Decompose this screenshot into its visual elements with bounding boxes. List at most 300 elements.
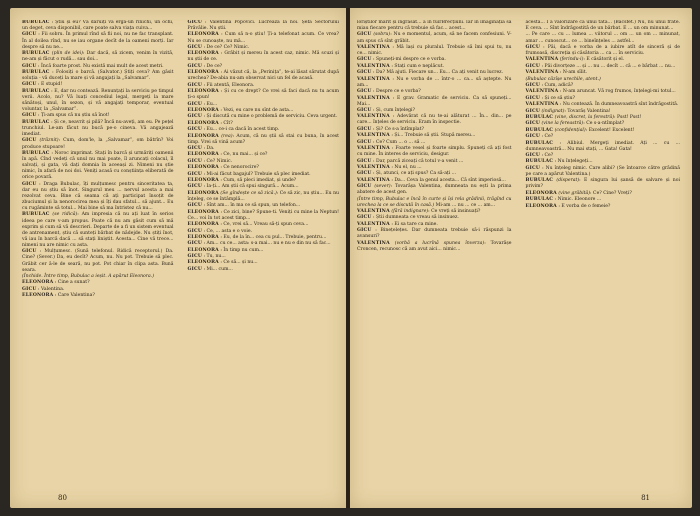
dialogue-line: [357, 184, 512, 196]
dialogue-line: [526, 96, 681, 102]
dialogue-line: [357, 89, 512, 95]
dialogue-text: : Ce zici, bine? Spune-ti. Veniți cu mine la Neptun! Ce... voi în tot acest timp...: [187, 209, 339, 221]
dialogue-text: : Ce nenorocire?: [220, 165, 259, 171]
dialogue-text: : Și ce să știu?: [541, 95, 576, 101]
stage-direction: (indignat): [541, 108, 565, 114]
speaker-name: GICU: [357, 32, 372, 38]
dialogue-text: : Ce? Cine? Vreți?: [590, 190, 632, 196]
speaker-name: VALENTINA: [357, 44, 390, 50]
stage-direction: (trăznit): [39, 138, 59, 144]
speaker-name: VALENTINA: [357, 221, 390, 227]
dialogue-text: : Păi divorțeze ... și ... nu ... decît ... că ... e bărbat ... nu...: [541, 63, 676, 69]
speaker-name: GICU: [357, 139, 372, 145]
dialogue-line: [22, 20, 174, 32]
speaker-name: ELEONORA: [22, 280, 54, 286]
dialogue-line: [188, 229, 340, 235]
dialogue-line: [357, 57, 512, 63]
dialogue-text: : Spuneți-mi despre ce e vorba.: [373, 57, 446, 63]
speaker-name: BUBULAC: [22, 51, 50, 57]
speaker-name: VALENTINA: [357, 240, 390, 246]
dialogue-text: : Binețelețes. Dar dumneata trebuie să-i răspunzi la avansuri?: [357, 228, 512, 240]
speaker-name: GICU: [525, 44, 541, 50]
dialogue-line: [22, 82, 174, 88]
speaker-name: ELEONORA: [187, 133, 219, 139]
speaker-name: GICU: [525, 165, 541, 171]
dialogue-text: : Ți-am spus că nu știu să înot!: [38, 113, 110, 119]
dialogue-line: [526, 159, 681, 165]
left-column-2: [181, 20, 347, 488]
dialogue-text: loriștilor mărit și ingrăsat... a în fuirBrecțiuni. Iar în imaginația sa miau fiecare pentru că trebuie să fac... acest...: [357, 20, 512, 32]
dialogue-line: [526, 204, 681, 210]
dialogue-text: : Cum, adică?: [541, 83, 574, 89]
dialogue-line: [188, 222, 340, 228]
dialogue-text: : Fii sobru. În primul rînd să fii noi, nu ne fac transplant. În al doilea rînd, nu se iau organe decît de la oameni morți. Iar despre să nu ne...: [22, 32, 174, 50]
right-column-2: [519, 20, 693, 488]
dialogue-text: : Ce să zic, nu știu... Eu nu înțeleg, ce se întâmplă...: [187, 190, 340, 202]
dialogue-line: [526, 77, 681, 83]
dialogue-text: : Despre ce e vorba?: [373, 89, 421, 95]
dialogue-line: [188, 165, 340, 171]
dialogue-line: [188, 241, 340, 247]
dialogue-text: : Și... Trebuie să știi. Stupă mereu...: [391, 133, 476, 139]
speaker-name: BUBULAC: [22, 20, 50, 25]
speaker-name: ELEONORA: [187, 177, 219, 183]
dialogue-text: : Nu contează. În dumneavoastră sînt îndrăgostită.: [559, 102, 679, 108]
speaker-name: GICU: [187, 63, 203, 69]
dialogue-line: [357, 70, 512, 76]
speaker-name: ELEONORA: [525, 190, 557, 196]
speaker-name: VALENTINA: [357, 114, 390, 120]
dialogue-line: [22, 212, 174, 249]
dialogue-text: : Am impresia că nu ați luat în serios ideea pe care v-am propus. Poate că nu am găsit cum să mă exprim și cum să vă descrieri. Departe de a fi un sistem eventual de antrenament, știu că sunteți bărbat de nădejde. Nu știți înot, vă iau în barcă dacă ... să stați liniștit. Acesta... Cine vă trece... nimeni nu are nimic cu asta.: [22, 212, 174, 248]
dialogue-text: acesta... I a valorizare ca unui tată... (Bacsfet.) Nu, nu unui frate. E ceva. ... Sînt îndrăgostită de un bărbat. E ... un om minunat...: [525, 20, 680, 32]
dialogue-line: [357, 159, 512, 165]
dialogue-line: [357, 45, 512, 57]
dialogue-text: : Mă lași cu pluralul. Trebuie să îmi spui tu, nu ce... nimic.: [357, 44, 512, 57]
speaker-name: ELEONORA: [187, 247, 219, 253]
dialogue-line: [357, 96, 512, 108]
speaker-name: GICU: [187, 44, 203, 50]
speaker-name: VALENTINA: [357, 146, 390, 152]
speaker-name: GICU: [187, 266, 203, 272]
dialogue-text: : E stupid!: [38, 82, 63, 88]
dialogue-line: [22, 280, 174, 286]
dialogue-text: : Ai văzut că, la „Perinița”, te-ai lăsat sărutat după urechea? De-abia nu-am observat nici un fel de acasă.: [187, 70, 339, 82]
dialogue-text: : Foarte vesel și foarte simplu. Spuneți că ați fost cu mine. În interes de serviciu, desigur.: [357, 146, 512, 158]
dialogue-text: : Ce să... și nu...: [220, 260, 258, 266]
left-page: [10, 8, 346, 508]
speaker-name: ELEONORA: [187, 222, 219, 228]
speaker-name: BUBULAC: [22, 88, 50, 94]
dialogue-line: [357, 228, 512, 240]
dialogue-text: : Fii atentă, Eleonora.: [203, 82, 255, 88]
speaker-name: GICU: [22, 138, 37, 144]
dialogue-text: : Nu e vorba de ... într-o ... ca... să aștepte. Nu am...: [357, 76, 512, 88]
dialogue-line: [22, 120, 174, 138]
dialogue-text: : Psst! Psst!: [614, 114, 642, 120]
speaker-name: GICU: [187, 114, 203, 120]
speaker-name: ELEONORA: [187, 209, 219, 215]
speaker-name: GICU: [357, 70, 372, 76]
dialogue-text: : Noroc imprimat. Stați în barcă și urmăriți oamenii în apă. Cînd vedeți că unul nu mai poate, îl aruncați colacul, îl salvați, și gata, vă dați domnia în aceeași zi. Nimeni nu știe nimic, în afară de noi doi. Veniți acasă cu conștiința eliberată de orice povară.: [22, 150, 174, 181]
dialogue-line: [526, 178, 681, 190]
speaker-name: GICU: [22, 113, 37, 119]
dialogue-text: : Mulțumesc. (Sună telefonul. Ridică receptorul.) Da. Cine? (Sever.) Da, eu decît? Acum, nu. Nu pot. Trebuie să plec. Grăbit cer ȃ-le de seară, nu pot. Pot chiar în clipa asta. Bună seara.: [22, 249, 174, 273]
speaker-name: GICU: [357, 215, 372, 221]
speaker-name: ELEONORA: [187, 70, 219, 76]
dialogue-text: : Cum, dom'le, la „Salvamar”, om bătrîn? Voi produce stupoare!: [22, 138, 174, 150]
dialogue-line: [357, 77, 512, 89]
dialogue-line: [357, 215, 512, 221]
speaker-name: VALENTINA: [357, 63, 390, 69]
dialogue-text: : Care Valentina?: [54, 293, 95, 299]
speaker-name: GICU: [187, 146, 203, 152]
dialogue-text: : Ce?: [541, 134, 554, 140]
dialogue-line: [357, 222, 512, 228]
speaker-name: VALENTINA: [525, 89, 559, 95]
dialogue-line: [188, 159, 340, 165]
dialogue-text: : Da.: [203, 146, 215, 152]
speaker-name: GICU: [22, 249, 37, 255]
dialogue-text: : E vorba de o femeie?: [558, 203, 611, 209]
speaker-name: GICU: [187, 241, 203, 247]
dialogue-line: [22, 249, 174, 273]
speaker-name: GICU: [525, 121, 541, 127]
dialogue-text: : Cum, să pleci imediat, și unde?: [220, 177, 297, 183]
dialogue-line: [22, 32, 174, 50]
dialogue-line: [188, 89, 340, 101]
dialogue-text: : Nu înțeleg nimic. Care alibi? (Se întoarce către grădină pe care a apărut Valentina.): [525, 165, 680, 177]
dialogue-line: [357, 178, 512, 184]
speaker-name: BUBULAC: [525, 114, 554, 120]
dialogue-text: : Ce, vrei să... Vreau să-ți spun ceva...: [220, 222, 309, 228]
dialogue-text: : Eu...: [203, 101, 218, 107]
speaker-name: BUBULAC: [22, 69, 50, 75]
speaker-name: ELEONORA: [187, 51, 219, 57]
stage-direction: (confidențial): [554, 127, 586, 133]
speaker-name: GICU: [22, 82, 37, 88]
dialogue-text: : Ce? Nimic.: [203, 158, 233, 164]
dialogue-text: : Da... Ceva la genul acesta... Că sînt imperiosă...: [391, 177, 506, 183]
speaker-name: ELEONORA: [22, 293, 54, 299]
speaker-name: VALENTINA: [357, 76, 390, 82]
dialogue-line: [22, 51, 174, 63]
speaker-name: GICU: [357, 228, 372, 234]
left-column-1: [10, 20, 181, 488]
speaker-name: GICU: [22, 286, 37, 292]
dialogue-text: : De ce? Ce? Nimic.: [203, 44, 250, 50]
speaker-name: GICU: [357, 89, 372, 95]
speaker-name: BUBULAC: [525, 159, 554, 165]
speaker-name: BUBULAC: [525, 140, 554, 146]
dialogue-text: : Știi dumneata ce vreau să insinuez.: [373, 215, 459, 221]
speaker-name: GICU: [187, 82, 203, 88]
stage-direction: (Între timp, Bubulac e încă în curte și își rela grădinii, trăgînd cu urechea la ce se discută în casă.): [357, 196, 512, 208]
speaker-name: VALENTINA: [357, 95, 390, 101]
speaker-name: GICU: [525, 95, 541, 101]
speaker-name: GICU: [357, 158, 372, 164]
dialogue-line: [188, 191, 340, 203]
speaker-name: GICU: [187, 101, 203, 107]
dialogue-text: : În timp nu cum...: [220, 247, 264, 253]
speaker-name: ELEONORA: [187, 89, 219, 95]
dialogue-text: : Ce? Cum ... o ... să ...: [373, 139, 426, 145]
speaker-name: GICU: [525, 153, 541, 159]
dialogue-text: : N-am sîlit.: [559, 70, 588, 76]
dialogue-text: : Și, atunci, ce ați spus? Ca să-ați ...: [373, 171, 457, 177]
dialogue-text: : Și discută cu mine o problemă de serviciu. Ceva urgent.: [203, 114, 338, 120]
dialogue-line: [188, 134, 340, 146]
dialogue-line: [188, 260, 340, 266]
dialogue-line: [526, 109, 681, 115]
dialogue-text: ... Pe care ... cu ... lumea ... viitorul ... om ... un om ... minunat, amar ... cunoscut... ce ... bineînțeles ... astfel...: [525, 32, 680, 44]
dialogue-text: : Ce?: [541, 153, 554, 159]
stage-direction: (sobru): [373, 32, 391, 38]
dialogue-text: : Știu și eu? Vă dăruiți va erga-un rînichi, un ochi, un deget, ceva disponibil, care poate salva viața cuiva...: [22, 20, 174, 32]
dialogue-line: [526, 57, 681, 63]
speaker-name: GICU: [187, 254, 203, 260]
speaker-name: GICU: [187, 228, 203, 234]
dialogue-line: [22, 293, 174, 299]
dialogue-text: : Cum să n-o știu! Ți-a telefonat acum. Ce vrea? Nu se cunoaște, nu mă...: [187, 32, 339, 44]
dialogue-line: [22, 151, 174, 181]
speaker-name: GICU: [357, 126, 372, 132]
speaker-name: GICU: [187, 127, 203, 133]
speaker-name: VALENTINA: [525, 70, 559, 76]
dialogue-text: : Excelent! Excelent!: [585, 127, 635, 133]
dialogue-line: [188, 51, 340, 63]
speaker-name: VALENTINA: [357, 209, 390, 215]
dialogue-text: : Draga Bubulac, îți mulțumesc pentru sinceritatea ta, dar eu nu știu să înot. Singurul meu ... nervul acesta a mai rezolvat ceva. Bine că seama că ați participat însoțit de zbuciumul și la nenorocirea mea și îți dau sfatul... să ajunt... Eu cu rugăminte să totul... Mai bine să ma întristez că nu...: [22, 181, 174, 212]
dialogue-line: [526, 141, 681, 153]
dialogue-text: : Și? Ce s-a întîmplat?: [373, 126, 424, 132]
dialogue-line: [526, 70, 681, 76]
speaker-name: ELEONORA: [525, 203, 557, 209]
dialogue-line: [188, 210, 340, 222]
dialogue-text: : Nu el, nu ...: [391, 164, 422, 170]
speaker-name: ELEONORA: [187, 260, 219, 266]
dialogue-line: [357, 140, 512, 146]
dialogue-text: : Dar, parcă ziceați că totul v-a venit ...: [373, 158, 464, 164]
dialogue-text: : Ia-ți... Am știi că spui singură... Acum...: [203, 184, 299, 190]
stage-direction: (se ridică): [52, 212, 78, 218]
dialogue-line: [526, 197, 681, 203]
dialogue-text: : Și, cum înțelegi?: [373, 107, 415, 113]
dialogue-line: [188, 248, 340, 254]
speaker-name: ELEONORA: [187, 152, 219, 158]
dialogue-text: : Alibiul. Mergeți imediat. Ați ... cu ... dumneavoastră... Nu mai stați, ... Gata! Gata!: [525, 140, 680, 152]
speaker-name: BUBULAC: [525, 178, 554, 184]
speaker-name: BUBULAC: [22, 150, 50, 156]
dialogue-line: [188, 267, 340, 273]
speaker-name: BUBULAC: [525, 197, 554, 203]
speaker-name: ELEONORA: [187, 120, 219, 126]
dialogue-line: [188, 83, 340, 89]
stage-direction: (Închide. Între timp, Bubulac a ieșit. A apărut Eleonora.): [22, 274, 155, 279]
dialogue-line: [188, 127, 340, 133]
speaker-name: ELEONORA: [187, 190, 219, 196]
dialogue-text: : De ce?: [203, 63, 223, 69]
speaker-name: BUBULAC: [525, 127, 554, 133]
dialogue-text: : Și ce, neavrit și pilă? Încă nu-aveți, am eu. Pe pețel trunchiul. Le-am făcut nu bucă pe-o cineva. Vă angajează imediat.: [22, 119, 174, 138]
speaker-name: GICU: [22, 63, 37, 69]
speaker-name: VALENTINA: [357, 177, 390, 183]
stage-direction: (sever): [374, 184, 391, 190]
dialogue-text: : Ce, nu mai... și ce?: [220, 152, 268, 158]
speaker-name: GICU: [187, 203, 203, 209]
dialogue-text: : Valentina.: [38, 286, 65, 292]
dialogue-text: : Tovarășa Valentina, dumneata nu ești la prima abatere de acest gen.: [357, 184, 512, 196]
dialogue-text: : E grav. Gramatic de serviciu. Ca să spuneți... Mai...: [357, 95, 512, 107]
stage-direction: (plin de idei): [51, 51, 83, 57]
dialogue-text: : Mi... cum...: [203, 266, 233, 272]
speaker-name: GICU: [187, 171, 203, 177]
dialogue-line: [526, 32, 681, 44]
dialogue-text: : Nu e momentul, acum, să ne facem confesiuni. V-am spus că sînt grăbit.: [357, 32, 512, 44]
dialogue-text: : Nu înțelegeți...: [554, 159, 593, 165]
speaker-name: VALENTINA: [525, 57, 559, 63]
speaker-name: GICU: [525, 134, 541, 140]
dialogue-text: : Tu, nu...: [203, 254, 226, 260]
dialogue-text: : Mi-ai făcut bagajul? Trebuie să plec imediat.: [203, 171, 311, 177]
dialogue-line: [188, 114, 340, 120]
dialogue-text: : Da? Mă ajuti. Fiecare un... Eu... Ca ați venit nu lucrez.: [373, 70, 504, 76]
dialogue-text: : Tovarăș Valentina!: [564, 108, 611, 114]
dialogue-text: : Valentina Popovici. Lucrează la noi. Șefa Sectorului Prăvălie. Nu știi.: [187, 20, 339, 32]
dialogue-line: [188, 152, 340, 158]
speaker-name: GICU: [525, 83, 541, 89]
dialogue-text: Mi-am ... nu ... ce ... am...: [434, 202, 496, 208]
speaker-name: VALENTINA: [357, 164, 390, 170]
dialogue-text: : Dar dacă, să zicem, venim în vizită, ne-am și făcut o rudă... sau doi...: [22, 51, 174, 63]
speaker-name: BUBULAC: [22, 212, 50, 218]
dialogue-line: [188, 20, 340, 32]
dialogue-line: [22, 182, 174, 212]
dialogue-text: : Adevărat că nu te-ai alăturat ... În... din... pe care... înțeles de serviciu. Eram în inspectie.: [357, 114, 512, 126]
speaker-name: GICU: [357, 57, 372, 63]
dialogue-line: [188, 102, 340, 108]
dialogue-line: [22, 138, 174, 150]
dialogue-line: [526, 89, 681, 95]
right-page: [350, 8, 692, 508]
speaker-name: GICU: [357, 107, 372, 113]
speaker-name: VALENTINA: [525, 102, 559, 108]
dialogue-text: : Grăbit și mereu în acest caz, nimic. Mă scuzi și nu știi de ce.: [187, 51, 339, 63]
dialogue-text: : Ce, ... asta e o voie.: [203, 228, 253, 234]
dialogue-text: : Folosiți o barcă. (Salvator.) Știți ceva? Am găsit soluția - vă duceți la mare și vă angajați la „Salvamar”.: [22, 69, 174, 82]
speaker-name: GICU: [525, 108, 541, 114]
right-column-1: [350, 20, 519, 488]
dialogue-line: [22, 70, 174, 82]
speaker-name: ELEONORA: [187, 234, 219, 240]
dialogue-line: [526, 134, 681, 140]
dialogue-line: [357, 133, 512, 139]
dialogue-line: [357, 146, 512, 158]
dialogue-line: [526, 128, 681, 134]
dialogue-line: [188, 70, 340, 82]
speaker-name: GICU: [187, 184, 203, 190]
speaker-name: GICU: [357, 184, 372, 190]
speaker-name: ELEONORA: [187, 32, 219, 38]
dialogue-line: [526, 45, 681, 57]
dialogue-text: : E singura lui șansă de salvare și noi privim?: [525, 178, 680, 190]
dialogue-text: : Încă foarte prost. Nu există mai mult de acest metri.: [38, 63, 164, 69]
dialogue-text: : Ce s-a-ntîmplat?: [583, 121, 625, 127]
stage-direction: (rea): [221, 133, 233, 139]
stage-direction: (vine la fereastră): [541, 121, 584, 127]
dialogue-text: : Eu, de la în... cea cu pul... Trebuie, pentru...: [220, 234, 327, 240]
speaker-name: GICU: [22, 181, 37, 187]
dialogue-line: [188, 203, 340, 209]
dialogue-text: : Tovarășe Croncen, recunosc că am avut aici... nimic...: [357, 240, 512, 252]
stage-direction: (fără indignare): [391, 209, 429, 215]
dialogue-line: [22, 287, 174, 293]
speaker-name: GICU: [357, 171, 372, 177]
stage-direction: (vine grăbită): [558, 190, 591, 196]
speaker-name: GICU: [22, 32, 37, 38]
dialogue-line: [22, 89, 174, 113]
dialogue-line: [357, 114, 512, 126]
dialogue-line: [526, 191, 681, 197]
stage-direction: (Se gîndește ce să zică.): [220, 190, 277, 196]
speaker-name: GICU: [187, 158, 203, 164]
dialogue-line: [526, 166, 681, 178]
speaker-name: VALENTINA: [357, 133, 390, 139]
stage-direction: (Bubulac căzîșe urechile, atent.): [525, 76, 601, 82]
dialogue-text: : Eu... ce-i ca dacă în acest timp.: [203, 127, 280, 133]
speaker-name: ELEONORA: [187, 165, 219, 171]
dialogue-text: : Ei sa tare ca mine.: [391, 221, 438, 227]
dialogue-text: : Sînt am... în ma ce să spun, un telefon...: [203, 203, 301, 209]
dialogue-text: : E căsătorit și el.: [583, 57, 625, 63]
stage-direction: (vine, discret, la ferestră): [554, 114, 615, 120]
dialogue-line: [357, 20, 512, 32]
page-number-right: 81: [641, 494, 650, 502]
stage-direction: (ferindu-i): [559, 57, 584, 63]
dialogue-line: [526, 20, 681, 32]
dialogue-line: [22, 113, 174, 119]
dialogue-line: [188, 32, 340, 44]
dialogue-line: [526, 121, 681, 127]
page-number-left: 80: [58, 494, 67, 502]
dialogue-text: : Vezi, eu care nu sînt de asta...: [220, 107, 294, 113]
dialogue-line: [188, 121, 340, 127]
speaker-name: ELEONORA: [187, 107, 219, 113]
dialogue-text: : Nimic. Eleonore ...: [554, 197, 602, 203]
dialogue-line: [22, 64, 174, 70]
speaker-name: GICU: [525, 63, 541, 69]
dialogue-text: : Și cu ce drept? Ce vrei să faci dacă nu tu acum ți-o spun!: [187, 89, 339, 101]
dialogue-text: : Păi, dacă e vorba de a iubire atît de sinceră și de frumoasă, discreția și căsătoria ... ca ... în serviciu.: [525, 44, 680, 57]
dialogue-text: : Stați cum e neplăcut.: [391, 63, 445, 69]
dialogue-line: [357, 32, 512, 44]
dialogue-line: [357, 171, 512, 177]
dialogue-text: : Cine a sunat?: [54, 280, 90, 286]
stage-direction: (vorbă a lucrînă spunea înverza): [394, 240, 485, 246]
speaker-name: GICU: [187, 20, 203, 25]
dialogue-line: [526, 102, 681, 108]
stage-direction: (disperat): [556, 178, 580, 184]
dialogue-text: : Acum, că nu știi să stai cu buna, în acest timp. Vrei să vină acum?: [187, 133, 339, 145]
dialogue-text: : Ce vreți să insinuați?: [428, 209, 481, 215]
dialogue-line: [357, 241, 512, 253]
dialogue-text: : N-am aruncat. Vă rog frumos, înțelegi-mi totul...: [559, 89, 676, 95]
speaker-name: BUBULAC: [22, 119, 50, 125]
dialogue-text: : E, dar nu contează. Renunțați la serviciu pe timpul verii. Acolo, nu? Vă luați concediul legal, mergeți la mare sănătoși, unul, în sezon, și vă angajați temporar, eventual voluntar, la „Salvamar”.: [22, 88, 174, 113]
dialogue-line: [188, 184, 340, 190]
dialogue-text: : Cît?: [220, 120, 233, 126]
dialogue-text: : Am... cu ce... asta: s-a mai... nu e nu e din nu să fac...: [203, 241, 331, 247]
